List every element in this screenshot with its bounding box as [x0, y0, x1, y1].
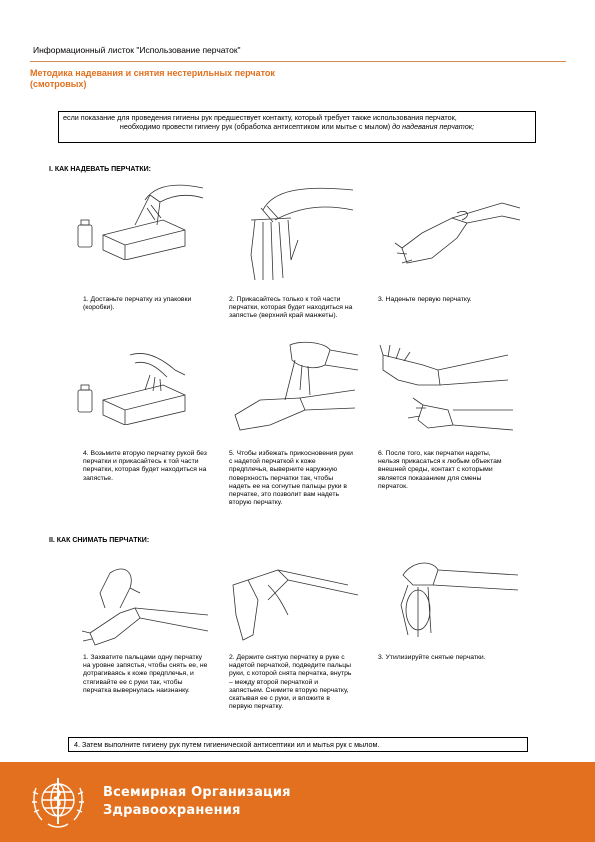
- document-header: Информационный листок "Использование перчаток": [33, 45, 241, 55]
- intro-line-2: [63, 122, 531, 131]
- who-footer: [0, 762, 595, 842]
- take-off-step-1: 1. Захватите пальцами одну перчатку на уровне запястья, чтобы снять ее, не дотрагиваясь к коже предплечья, и стягивайте ее с руки так, чтобы перчатка вывернулась наизнанку.: [83, 654, 208, 694]
- header-divider: [30, 61, 566, 62]
- intro-line-2-italic: до надевания перчаток;: [390, 122, 475, 131]
- intro-line-2-plain: необходимо провести гигиену рук (обработка антисептиком или мытье с мылом): [119, 122, 391, 131]
- final-instruction-box: 4. Затем выполните гигиену рук путем гигиенической антисептики ил и мытья рук с мылом.: [68, 737, 528, 752]
- who-org-name-line-1: Всемирная Организация: [103, 785, 291, 800]
- page-title: [30, 68, 275, 90]
- title-line-2: (смотровых): [30, 79, 87, 89]
- illustration-remove-step-2: [228, 555, 368, 650]
- put-on-step-1: 1. Достаньте перчатку из упаковки (коробки).: [83, 296, 192, 312]
- illustration-step-1: [75, 180, 205, 260]
- put-on-step-2: 2. Прикасайтесь только к той части перчатки, которая будет находиться на запястье (верхний край манжеты).: [229, 296, 353, 320]
- take-off-step-3: 3. Утилизируйте снятые перчатки.: [378, 654, 486, 661]
- who-emblem-icon: [28, 774, 88, 837]
- put-on-step-4: 4. Возьмите вторую перчатку рукой без перчатки и прикасайтесь к той части перчатки, которая будет находиться на запястье.: [83, 450, 207, 482]
- who-org-name: [103, 784, 291, 820]
- illustration-step-5: [230, 340, 360, 440]
- illustration-step-3: [392, 188, 522, 268]
- title-line-1: Методика надевания и снятия нестерильных перчаток: [30, 68, 275, 78]
- illustration-step-4: [75, 345, 205, 425]
- section-heading-take-off: II. КАК СНИМАТЬ ПЕРЧАТКИ:: [49, 537, 150, 544]
- illustration-step-2: [233, 180, 358, 285]
- illustration-remove-step-1: [80, 553, 210, 648]
- illustration-step-6: [378, 340, 518, 445]
- section-heading-put-on: I. КАК НАДЕВАТЬ ПЕРЧАТКИ:: [49, 166, 151, 173]
- who-org-name-line-2: Здравоохранения: [103, 803, 241, 818]
- intro-line-1: если показание для проведения гигиены рук предшествует контакту, который требует также использования перчаток,: [63, 113, 457, 122]
- intro-note-box: [58, 111, 536, 143]
- illustration-remove-step-3: [393, 555, 523, 645]
- put-on-step-6: 6. После того, как перчатки надеты, нельзя прикасаться к любым объектам внешней среды, контакт с которыми является показанием для смены перчаток.: [378, 450, 502, 490]
- put-on-step-5: 5. Чтобы избежать прикосновения руки с надетой перчаткой к коже предплечья, выверните наружную поверхность перчатки так, чтобы надеть ее на согнутые пальцы руки в перчатке, это позволит вам надеть вторую перчатку.: [229, 450, 353, 507]
- put-on-step-3: 3. Наденьте первую перчатку.: [378, 296, 472, 303]
- take-off-step-2: 2. Держите снятую перчатку в руке с надетой перчаткой, подведите пальцы руки, с которой снята перчатка, внутрь – между второй перчаткой и запястьем. Снимите вторую перчатку, скатывая ее с руки, и вложите в первую перчатку.: [229, 654, 352, 711]
